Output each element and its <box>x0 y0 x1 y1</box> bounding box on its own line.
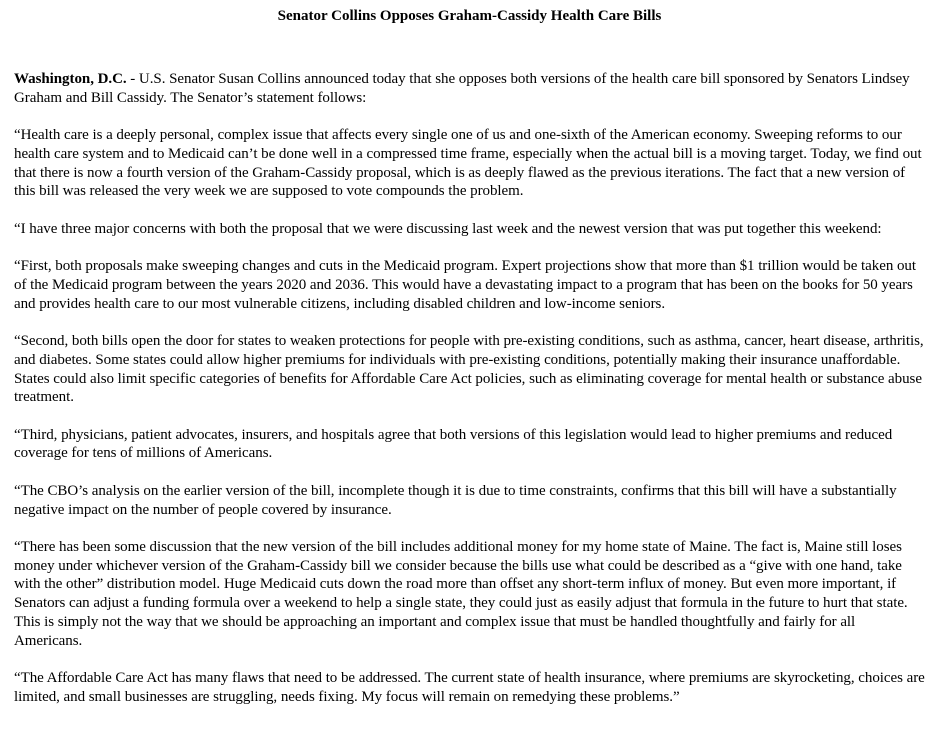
statement-paragraph: “Second, both bills open the door for states to weaken protections for people with pre-existing conditions, such as asthma, cancer, heart disease, arthritis, and diabetes. Some states could allow higher premiums for individuals with pre-existing conditions, potentially making their insurance unaffordable. States could also limit specific categories of benefits for Affordable Care Act policies, such as eliminating coverage for mental health or substance abuse treatment. <box>14 332 924 406</box>
statement-paragraph: “I have three major concerns with both the proposal that we were discussing last week and the newest version that was put together this weekend: <box>14 220 882 237</box>
statement-paragraph: “Third, physicians, patient advocates, insurers, and hospitals agree that both versions of this legislation would lead to higher premiums and reduced coverage for tens of millions of Americans. <box>14 426 893 462</box>
statement-paragraph: “Health care is a deeply personal, complex issue that affects every single one of us and one-sixth of the American economy. Sweeping reforms to our health care system and to Medicaid can’t be done well in a compressed time frame, especially when the actual bill is a moving target. Today, we find out that there is now a fourth version of the Graham-Cassidy proposal, which is as deeply flawed as the previous iterations. The fact that a new version of this bill was released the very week we are supposed to vote compounds the problem. <box>14 127 922 200</box>
page-title: Senator Collins Opposes Graham-Cassidy Health Care Bills <box>277 8 662 24</box>
statement-paragraph: “First, both proposals make sweeping changes and cuts in the Medicaid program. Expert projections show that more than $1 trillion would be taken out of the Medicaid program between the years 2020 and 2036. This would have a devastating impact to a program that has been on the books for 50 years and provides health care to our most vulnerable citizens, including disabled children and low-income seniors. <box>14 258 916 312</box>
statement-paragraph: “The Affordable Care Act has many flaws that need to be addressed. The current state of health insurance, where premiums are skyrocketing, choices are limited, and small businesses are struggling, needs fixing. My focus will remain on remedying these problems.” <box>14 670 925 705</box>
dateline: Washington, D.C. <box>14 71 127 87</box>
document-page <box>0 7 933 747</box>
statement-paragraph: “There has been some discussion that the new version of the bill includes additional money for my home state of Maine. The fact is, Maine still loses money under whichever version of the Graham-Cassidy bill we consider because the bills use what could be described as a “give with one hand, take with the other” distribution model. Huge Medicaid cuts down the road more than offset any short-term influx of money. But even more important, if Senators can adjust a funding formula over a weekend to help a single state, they could just as easily adjust that formula in the future to hurt that state. This is simply not the way that we should be approaching an important and complex issue that must be handled thoughtfully and fairly for all Americans. <box>14 538 908 649</box>
statement-paragraph: “The CBO’s analysis on the earlier version of the bill, incomplete though it is due to time constraints, confirms that this bill will have a substantially negative impact on the number of people covered by insurance. <box>14 482 897 518</box>
lead-paragraph <box>14 70 925 108</box>
document-body <box>14 70 925 707</box>
lead-text: - U.S. Senator Susan Collins announced today that she opposes both versions of the health care bill sponsored by Senators Lindsey Graham and Bill Cassidy. The Senator’s statement follows: <box>14 71 910 106</box>
